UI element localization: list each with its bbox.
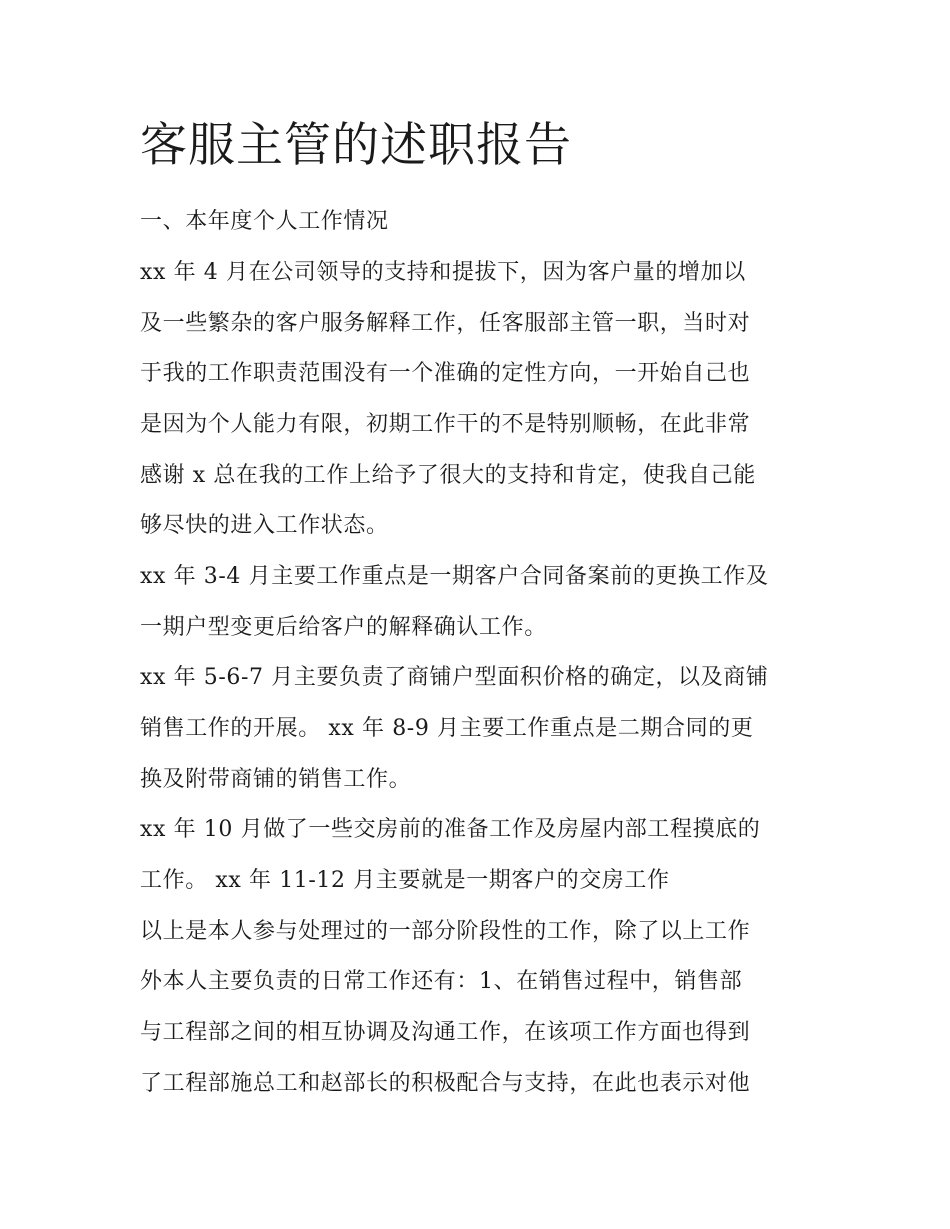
body-line: 与工程部之间的相互协调及沟通工作，在该项工作方面也得到 bbox=[140, 1020, 751, 1045]
body-line: 以上是本人参与处理过的一部分阶段性的工作，除了以上工作 bbox=[140, 919, 751, 944]
body-line: 销售工作的开展。 xx 年 8-9 月主要工作重点是二期合同的更 bbox=[140, 716, 754, 741]
body-line: 于我的工作职责范围没有一个准确的定性方向，一开始自己也 bbox=[140, 361, 751, 386]
section-heading: 一、本年度个人工作情况 bbox=[140, 209, 389, 234]
body-line: 感谢 x 总在我的工作上给予了很大的支持和肯定，使我自己能 bbox=[140, 463, 756, 488]
body-line: 工作。 xx 年 11-12 月主要就是一期客户的交房工作 bbox=[140, 868, 670, 893]
document-title: 客服主管的述职报告 bbox=[140, 118, 572, 173]
body-line: xx 年 3-4 月主要工作重点是一期客户合同备案前的更换工作及 bbox=[140, 564, 769, 589]
body-line: xx 年 5-6-7 月主要负责了商铺户型面积价格的确定，以及商铺 bbox=[140, 665, 769, 690]
body-line: 了工程部施总工和赵部长的积极配合与支持，在此也表示对他 bbox=[140, 1071, 751, 1096]
body-line: 够尽快的进入工作状态。 bbox=[140, 513, 389, 538]
body-line: 是因为个人能力有限，初期工作干的不是特别顺畅，在此非常 bbox=[140, 412, 751, 437]
body-line: xx 年 10 月做了一些交房前的准备工作及房屋内部工程摸底的 bbox=[140, 817, 761, 842]
body-line: 换及附带商铺的销售工作。 bbox=[140, 767, 412, 792]
body-line: 一期户型变更后给客户的解释确认工作。 bbox=[140, 615, 547, 640]
body-line: xx 年 4 月在公司领导的支持和提拔下，因为客户量的增加以 bbox=[140, 260, 746, 285]
body-line: 及一些繁杂的客户服务解释工作，任客服部主管一职，当时对 bbox=[140, 311, 751, 336]
body-line: 外本人主要负责的日常工作还有：1、在销售过程中，销售部 bbox=[140, 969, 743, 994]
